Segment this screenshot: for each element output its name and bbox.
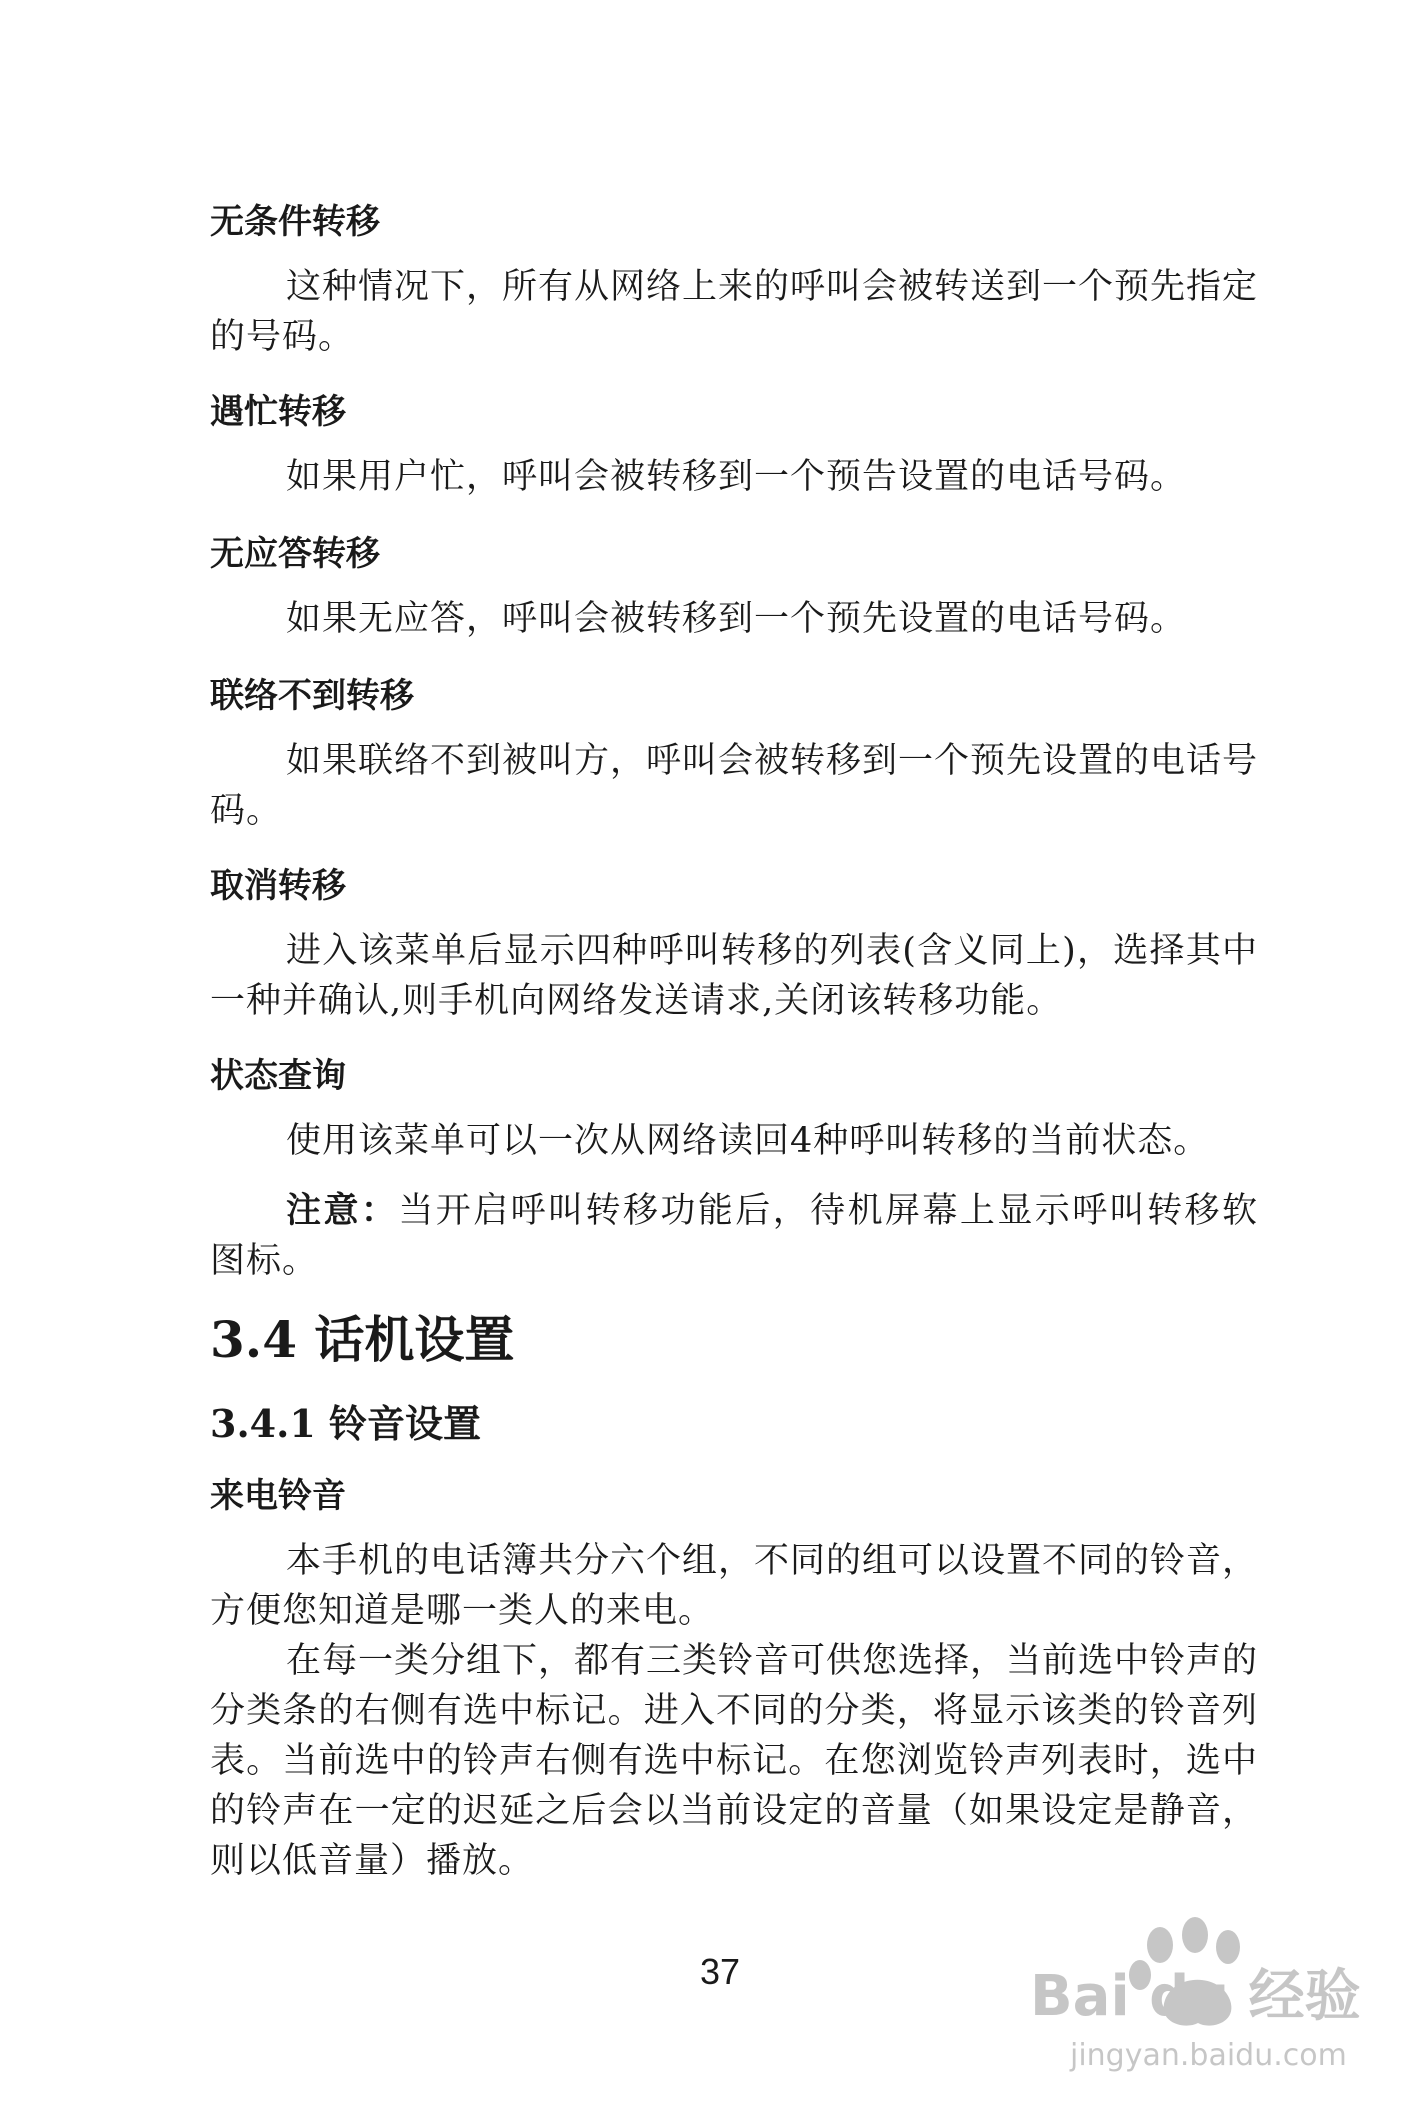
heading-incoming-ringtone: 来电铃音 <box>210 1476 346 1516</box>
paragraph-status-query: 使用该菜单可以一次从网络读回4种呼叫转移的当前状态。 <box>286 1121 1210 1161</box>
section-title-3-4: 3.4 话机设置 <box>210 1310 515 1369</box>
heading-unreachable-forward: 联络不到转移 <box>210 676 414 716</box>
heading-no-answer-forward: 无应答转移 <box>210 534 380 574</box>
paragraph-unconditional-forward: 这种情况下，所有从网络上来的呼叫会被转送到一个预先指定的号码。 <box>210 267 1259 357</box>
baidu-watermark-logo <box>1010 1905 1410 2085</box>
subsection-title-3-4-1: 3.4.1 铃音设置 <box>210 1401 482 1446</box>
note-text: 当开启呼叫转移功能后，待机屏幕上显示呼叫转移软图标。 <box>210 1191 1258 1281</box>
paragraph-unreachable-forward: 如果联络不到被叫方，呼叫会被转移到一个预先设置的电话号码。 <box>210 741 1259 831</box>
note-paragraph <box>210 1186 1258 1286</box>
watermark-brand: Bai du 经验 <box>1030 1964 1361 2029</box>
paragraph-busy-forward: 如果用户忙，呼叫会被转移到一个预告设置的电话号码。 <box>286 457 1187 497</box>
heading-status-query: 状态查询 <box>210 1056 346 1096</box>
paragraph-no-answer-forward: 如果无应答，呼叫会被转移到一个预先设置的电话号码。 <box>286 599 1187 639</box>
heading-cancel-forward: 取消转移 <box>210 866 346 906</box>
page-number: 37 <box>699 1951 741 1992</box>
heading-busy-forward: 遇忙转移 <box>210 392 346 432</box>
paragraph-ringtone-selection: 在每一类分组下，都有三类铃音可供您选择，当前选中铃声的分类条的右侧有选中标记。进入不同的分类，将显示该类的铃音列表。当前选中的铃声右侧有选中标记。在您浏览铃声列表时，选中的铃声在一定的迟延之后会以当前设定的音量（如果设定是静音，则以低音量）播放。 <box>210 1641 1259 1881</box>
watermark-url: jingyan.baidu.com <box>1070 2038 1347 2073</box>
paragraph-cancel-forward: 进入该菜单后显示四种呼叫转移的列表(含义同上)，选择其中一种并确认,则手机向网络发送请求,关闭该转移功能。 <box>210 931 1258 1021</box>
note-label: 注意： <box>286 1191 399 1231</box>
paragraph-ringtone-groups: 本手机的电话簿共分六个组，不同的组可以设置不同的铃音，方便您知道是哪一类人的来电。 <box>210 1541 1259 1631</box>
heading-unconditional-forward: 无条件转移 <box>210 202 380 242</box>
